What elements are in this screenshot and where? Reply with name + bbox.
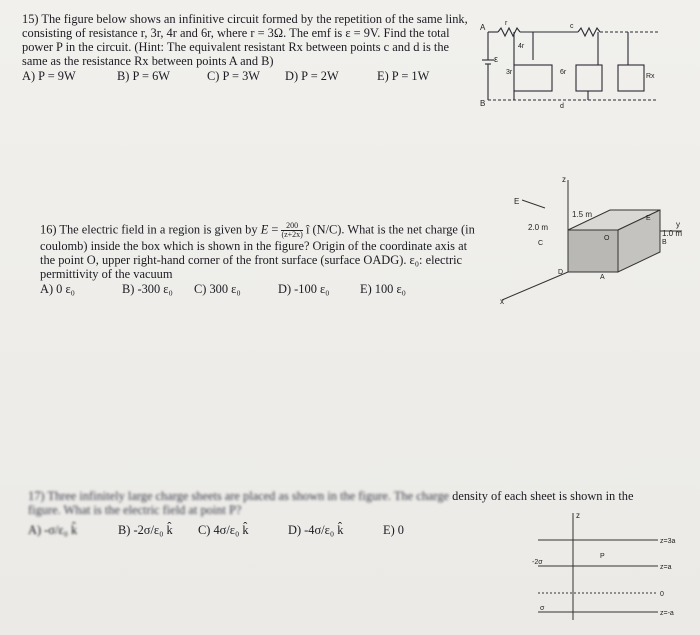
option-e[interactable]: E) 100 ε₀ (360, 282, 406, 296)
infinite-circuit-figure (478, 10, 668, 110)
label-eps: ε (494, 54, 499, 64)
label-B: B (480, 99, 486, 108)
point-E: E (646, 215, 651, 222)
label-4r: 4r (518, 43, 525, 50)
sheet-label-neg2sigma: -2σ (532, 559, 543, 566)
dim-1-0m: 1.0 m (662, 229, 683, 238)
point-A: A (600, 274, 605, 281)
option-a[interactable]: A) -σ/ε₀ k̂ (28, 523, 78, 537)
question-15 (22, 12, 477, 83)
plane-z-minus-a: z=-a (660, 610, 674, 617)
question-15-options (22, 69, 477, 83)
label-r: r (505, 20, 508, 27)
point-B: B (662, 239, 667, 246)
plane-z-0: 0 (660, 591, 664, 598)
option-c[interactable]: C) P = 3W (207, 69, 260, 83)
option-e[interactable]: E) P = 1W (377, 69, 430, 83)
point-C: C (538, 240, 544, 247)
option-a[interactable]: A) 0 ε₀ (40, 282, 75, 296)
label-A: A (480, 23, 486, 32)
plane-z-a: z=a (660, 564, 672, 571)
question-16-stem: 16) The electric field in a region is given by E = $\frac{200}{(z+2x)}$ î (N/C). What is the net charge (in coulomb) inside the box which is shown in the figure? Origin of the coordinate axis at the point O, upper right-hand corner of the front surface (surface OADG). ε₀: electric permittivity of the vacuum (40, 221, 475, 281)
point-P: P (600, 553, 605, 560)
axis-x: x (500, 297, 504, 306)
label-d: d (560, 103, 564, 110)
point-D: D (558, 269, 564, 276)
question-16-options (40, 282, 475, 296)
axis-z: z (576, 511, 580, 520)
sheet-label-sigma: σ (540, 605, 545, 612)
option-d[interactable]: D) -4σ/ε₀ k̂ (288, 523, 344, 537)
option-c[interactable]: C) 300 ε₀ (194, 282, 241, 296)
option-c[interactable]: C) 4σ/ε₀ k̂ (198, 523, 249, 537)
field-E: E (514, 197, 520, 206)
axis-y: y (676, 220, 680, 229)
option-b[interactable]: B) P = 6W (117, 69, 170, 83)
option-d[interactable]: D) P = 2W (285, 69, 339, 83)
option-b[interactable]: B) -300 ε₀ (122, 282, 173, 296)
dim-1-5m: 1.5 m (572, 210, 593, 219)
point-O: O (604, 235, 610, 242)
option-a[interactable]: A) P = 9W (22, 69, 76, 83)
question-15-stem: 15) The figure below shows an infinitive circuit formed by the repetition of the same link, consisting of resistance r, 3r, 4r and 6r, where r = 3Ω. The emf is ε = 9V. Find the total power P in the circuit. (Hint: The equivalent resistant Rx between points c and d is the same as the resistance Rx between points A and B) (22, 12, 468, 68)
label-c: c (570, 23, 574, 30)
charge-sheets-figure (528, 508, 688, 623)
label-6r: 6r (560, 69, 567, 76)
charge-box-figure (500, 170, 685, 305)
plane-z-3a: z=3a (660, 538, 676, 545)
axis-z: z (562, 175, 566, 184)
question-16 (40, 222, 475, 296)
question-17-stem: 17) Three infinitely large charge sheets are placed as shown in the figure. The charge density of each sheet is shown in the figure. What is the electric field at point P? (28, 489, 634, 517)
label-Rx: Rx (646, 73, 655, 80)
label-3r: 3r (506, 69, 513, 76)
dim-2-0m: 2.0 m (528, 223, 549, 232)
option-d[interactable]: D) -100 ε₀ (278, 282, 330, 296)
option-b[interactable]: B) -2σ/ε₀ k̂ (118, 523, 173, 537)
option-e[interactable]: E) 0 (383, 523, 404, 537)
